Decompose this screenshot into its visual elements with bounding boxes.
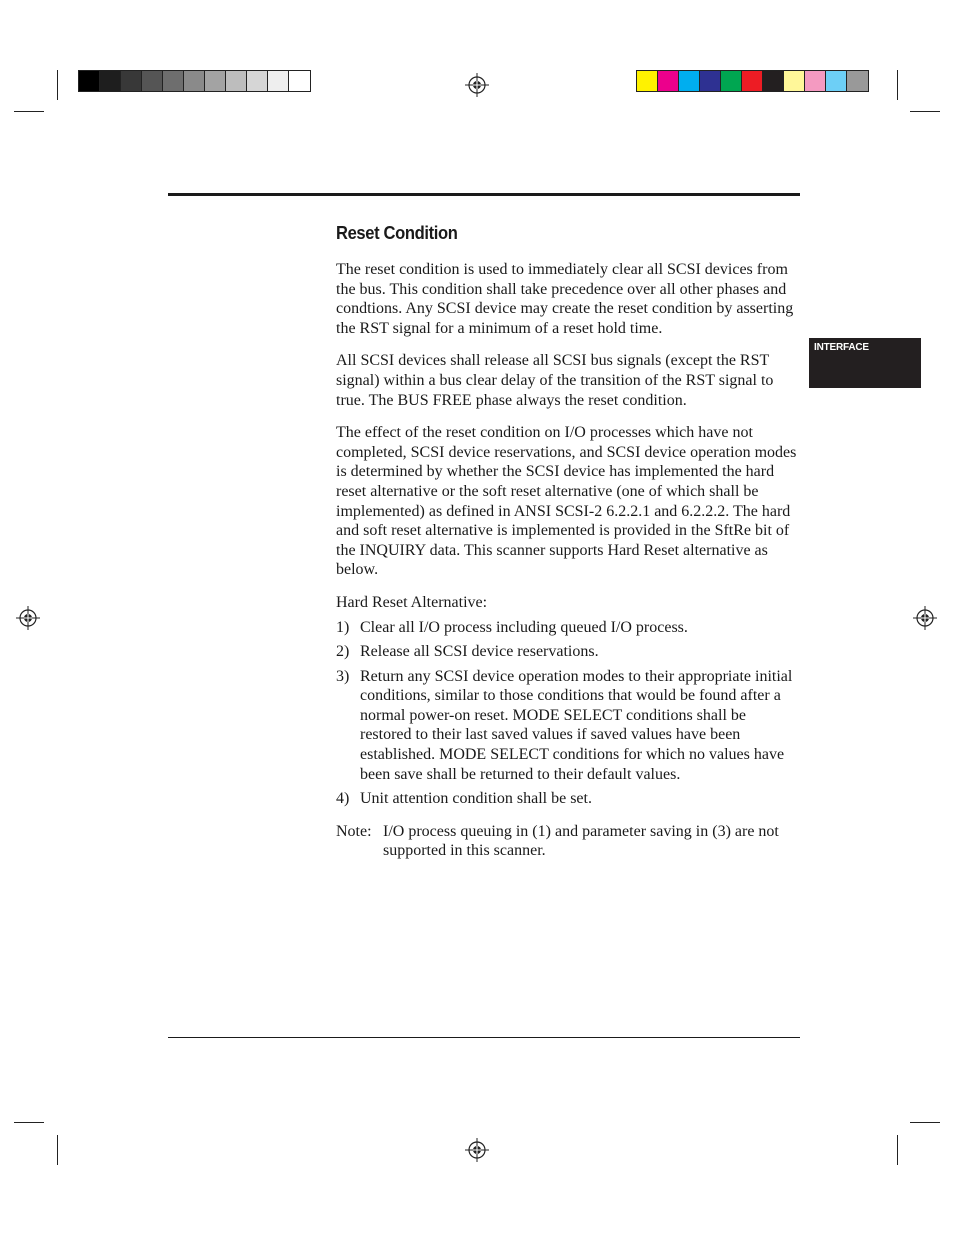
crop-mark — [57, 70, 58, 100]
color-swatch — [805, 71, 826, 91]
list-item — [336, 789, 798, 809]
color-swatch — [79, 71, 100, 91]
color-swatch — [784, 71, 805, 91]
list-item-text: Clear all I/O process including queued I/O process. — [360, 618, 688, 636]
color-swatch — [847, 71, 868, 91]
list-item — [336, 618, 798, 638]
section-tab — [809, 338, 921, 388]
color-swatch — [742, 71, 763, 91]
registration-mark-icon — [16, 606, 40, 630]
crop-mark — [897, 70, 898, 100]
list-item-text: Return any SCSI device operation modes to their appropriate initial conditions, similar to those conditions that would be found after a normal power-on reset. MODE SELECT conditions shall be restored to their last saved values if saved values have been established. MODE SELECT conditions for which no values have been save shall be returned to their default values. — [360, 667, 793, 783]
color-swatch — [268, 71, 289, 91]
color-swatch — [226, 71, 247, 91]
list-item-number: 4) — [336, 790, 350, 808]
list-item — [336, 667, 798, 785]
section-title: Reset Condition — [336, 223, 458, 243]
list-item — [336, 642, 798, 662]
crop-mark — [910, 111, 940, 112]
paragraph: The effect of the reset condition on I/O processes which have not completed, SCSI device reservations, and SCSI device operation modes is determined by whether the SCSI device has implemented the hard reset alternative or the soft reset alternative (one of which shall be implemented) as defined in ANSI SCSI-2 6.2.2.1 and 6.2.2.2. The hard and soft reset alternative is implemented is provided in the SftRe bit of the INQUIRY data. This scanner supports Hard Reset alternative as below. — [336, 424, 797, 579]
note — [336, 822, 798, 861]
list-item-number: 3) — [336, 667, 350, 685]
color-swatch — [700, 71, 721, 91]
reset-steps-list — [336, 618, 798, 809]
list-intro: Hard Reset Alternative: — [336, 593, 488, 611]
grayscale-color-bar — [78, 70, 311, 92]
color-swatch — [637, 71, 658, 91]
color-swatch — [142, 71, 163, 91]
crop-mark — [14, 111, 44, 112]
section-tab-label: INTERFACE — [814, 342, 869, 353]
color-swatch — [184, 71, 205, 91]
list-item-number: 1) — [336, 618, 350, 636]
color-swatch — [658, 71, 679, 91]
note-text: I/O process queuing in (1) and parameter saving in (3) are not supported in this scanner. — [383, 822, 779, 860]
note-label: Note: — [336, 822, 372, 840]
color-swatch — [121, 71, 142, 91]
registration-mark-icon — [465, 73, 489, 97]
color-swatch — [205, 71, 226, 91]
color-swatch — [721, 71, 742, 91]
paragraph: All SCSI devices shall release all SCSI bus signals (except the RST signal) within a bus clear delay of the transition of the RST signal to true. The BUS FREE phase always the reset condition. — [336, 352, 774, 409]
crop-mark — [910, 1122, 940, 1123]
header-rule — [168, 193, 800, 196]
process-color-bar — [636, 70, 869, 92]
color-swatch — [826, 71, 847, 91]
color-swatch — [100, 71, 121, 91]
footer-rule — [168, 1037, 800, 1038]
list-item-text: Release all SCSI device reservations. — [360, 643, 599, 661]
list-item-text: Unit attention condition shall be set. — [360, 790, 592, 808]
color-swatch — [763, 71, 784, 91]
main-content — [336, 220, 798, 861]
crop-mark — [897, 1135, 898, 1165]
crop-mark — [57, 1135, 58, 1165]
registration-mark-icon — [465, 1138, 489, 1162]
list-item-number: 2) — [336, 643, 350, 661]
crop-mark — [14, 1122, 44, 1123]
registration-mark-icon — [913, 606, 937, 630]
color-swatch — [247, 71, 268, 91]
color-swatch — [289, 71, 310, 91]
color-swatch — [679, 71, 700, 91]
color-swatch — [163, 71, 184, 91]
paragraph: The reset condition is used to immediately clear all SCSI devices from the bus. This condition shall take precedence over all other phases and condtions. Any SCSI device may create the reset condition by asserting the RST signal for a minimum of a reset hold time. — [336, 261, 794, 337]
